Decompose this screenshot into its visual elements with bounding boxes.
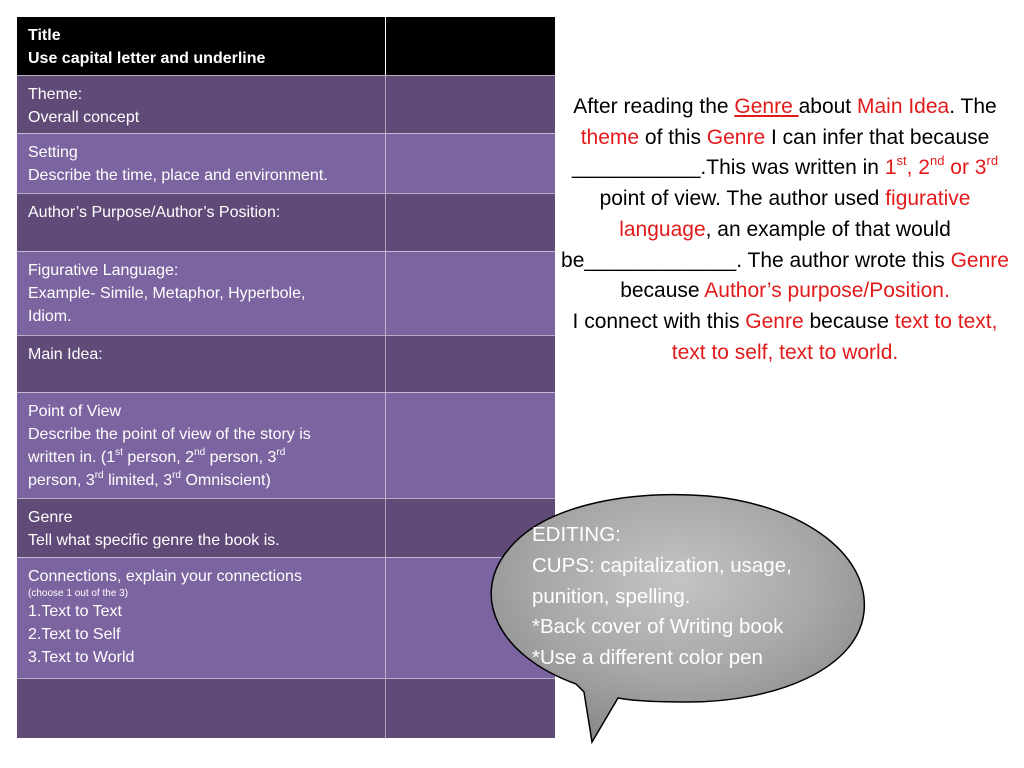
row-text: Describe the time, place and environment. xyxy=(28,167,328,184)
header-cell xyxy=(17,17,386,75)
row-heading: Point of View xyxy=(28,403,122,420)
worksheet-table xyxy=(17,17,555,738)
answer-cell xyxy=(386,393,555,498)
genre-keyword: Genre xyxy=(745,309,804,333)
row-note: (choose 1 out of the 3) xyxy=(28,588,129,599)
table-header-row xyxy=(17,17,555,75)
header-subtitle: Use capital letter and underline xyxy=(28,50,266,67)
connections-keyword: text to text, text to self, text to world. xyxy=(671,309,998,364)
figurative-language-keyword: figurative language xyxy=(619,187,971,241)
point-of-view-keyword: 1st, 2nd or 3rd xyxy=(884,153,999,180)
genre-keyword: Genre xyxy=(706,125,766,149)
row-text: Describe the point of view of the story is xyxy=(28,426,311,443)
row-text: Tell what specific genre the book is. xyxy=(28,532,280,549)
row-heading: Main Idea: xyxy=(28,346,103,363)
writing-frame-paragraph: After reading the Genre about Main Idea. The theme of this Genre I can infer that because ___________.This was written in 1st, 2nd or 3rd point of view. The author used figurative language, an example of that would be_____________. The author wrote this Genre because Author’s purpose/Position. I connect with this Genre because text to text, text to self, text to world. xyxy=(561,95,1009,364)
table-row-genre xyxy=(17,498,555,557)
row-heading: Connections, explain your connections xyxy=(28,568,302,585)
row-text: 1.Text to Text xyxy=(28,603,122,620)
answer-cell xyxy=(386,336,555,392)
row-heading: Figurative Language: xyxy=(28,262,179,279)
table-row-authors-purpose xyxy=(17,193,555,251)
row-text: Idiom. xyxy=(28,308,72,325)
row-heading: Theme: xyxy=(28,86,83,103)
genre-keyword: Genre xyxy=(950,248,1009,272)
row-text: 3.Text to World xyxy=(28,649,135,666)
row-text: Overall concept xyxy=(28,109,140,126)
bubble-text: EDITING: CUPS: capitalization, usage, punition, spelling. *Back cover of Writing book *Use a different color pen xyxy=(532,523,792,670)
row-text: Example- Simile, Metaphor, Hyperbole, xyxy=(28,285,306,302)
authors-purpose-keyword: Author’s purpose/Position. xyxy=(704,279,950,303)
table-row-point-of-view xyxy=(17,392,555,498)
answer-cell xyxy=(386,134,555,193)
table-row-connections xyxy=(17,557,555,678)
row-heading: Genre xyxy=(28,509,73,526)
table-row-setting xyxy=(17,133,555,193)
theme-keyword: theme xyxy=(580,125,640,149)
row-heading: Setting xyxy=(28,144,78,161)
row-text: 2.Text to Self xyxy=(28,626,121,643)
row-text: person, 3rd limited, 3rd Omniscient) xyxy=(28,469,271,489)
main-idea-keyword: Main Idea xyxy=(856,95,950,118)
answer-cell xyxy=(386,76,555,133)
table-row-theme xyxy=(17,75,555,133)
row-heading: Author’s Purpose/Author’s Position: xyxy=(28,204,281,221)
table-row-figurative-language xyxy=(17,251,555,335)
header-title: Title xyxy=(28,27,61,44)
table-row-empty xyxy=(17,678,555,738)
row-text: written in. (1st person, 2nd person, 3rd xyxy=(28,446,286,466)
answer-cell xyxy=(386,252,555,335)
genre-keyword: Genre xyxy=(734,95,799,118)
header-empty-cell xyxy=(386,17,555,75)
editing-speech-bubble xyxy=(478,488,870,744)
answer-cell xyxy=(386,194,555,251)
table-row-main-idea xyxy=(17,335,555,392)
